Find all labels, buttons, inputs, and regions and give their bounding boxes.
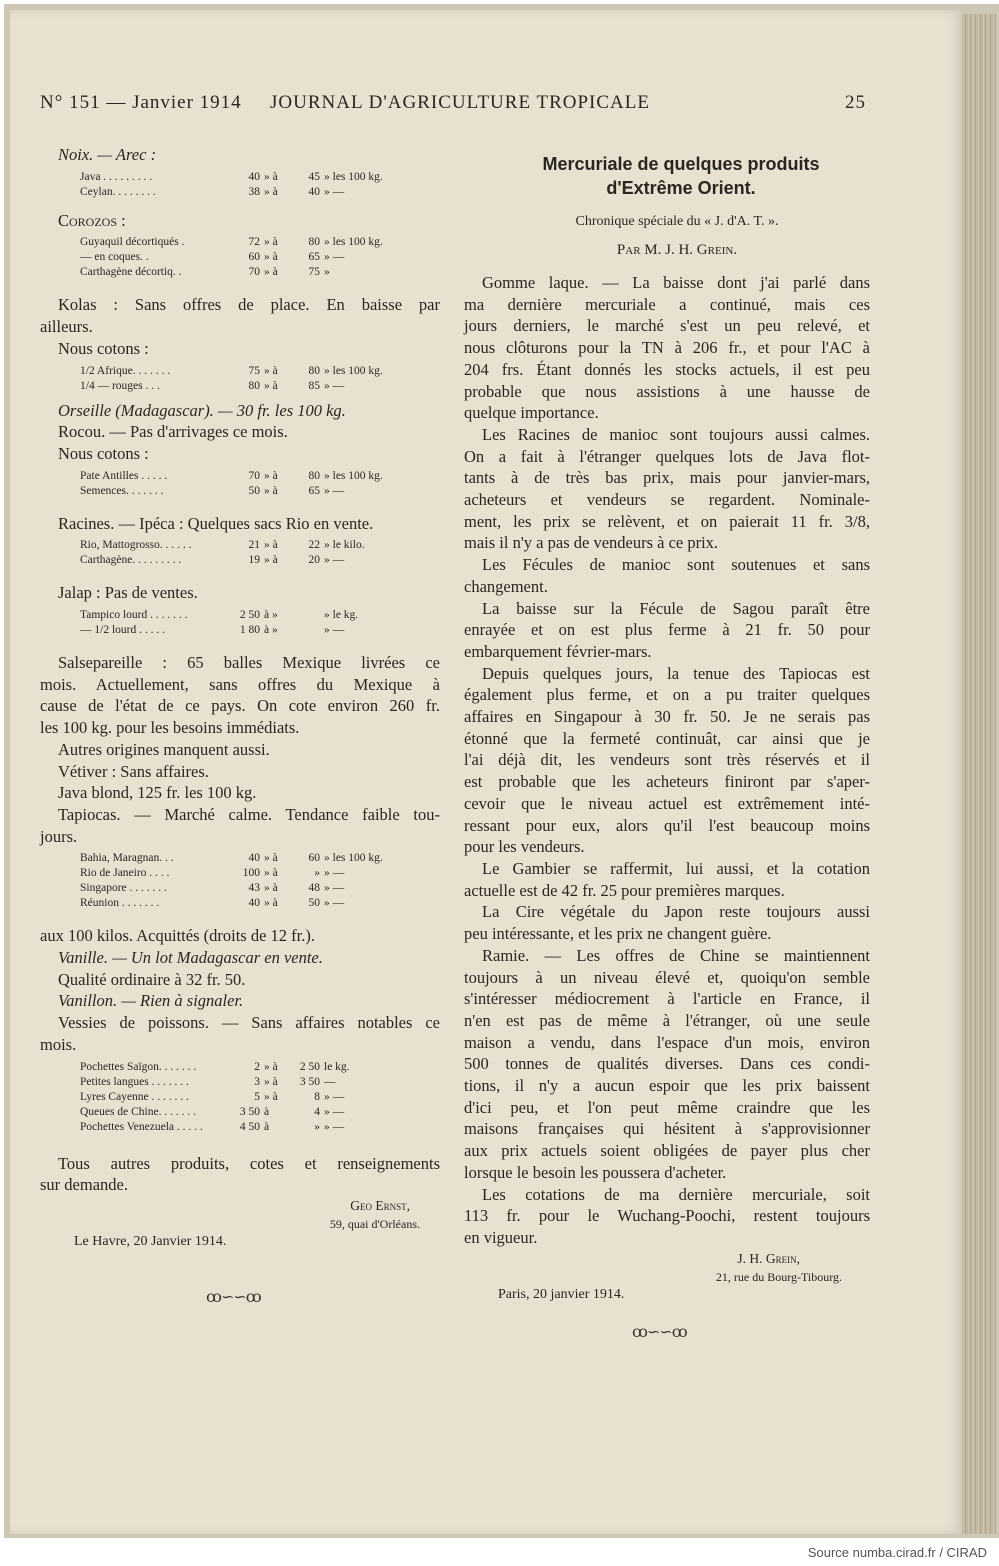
table-cell: 85 xyxy=(308,379,320,392)
table-cell: 65 xyxy=(308,484,320,497)
table-cell: » — xyxy=(324,185,345,198)
paragraph-line: Ramie. — Les offres de Chine se maintiennent xyxy=(482,945,870,965)
paragraph-line: également plus ferme, et on a pu traiter quelques xyxy=(464,685,870,705)
table-cell: Lyres Cayenne . . . . . . . xyxy=(80,1090,189,1103)
table-cell: » les 100 kg. xyxy=(324,364,383,377)
paragraph-line: Depuis quelques jours, la tenue des Tapiocas est xyxy=(482,663,870,683)
table-row xyxy=(80,881,420,896)
paragraph-line: Les Fécules de manioc sont soutenues et sans xyxy=(482,555,870,575)
table-cell: » xyxy=(314,867,320,880)
table-cell: » les 100 kg. xyxy=(324,170,383,183)
table-cell: Rio, Mattogrosso. . . . . . xyxy=(80,539,192,552)
table-row xyxy=(80,1060,420,1075)
table-cell: » à xyxy=(264,364,278,377)
table-cell: 3 50 xyxy=(239,1105,260,1118)
qualite-line: Qualité ordinaire à 32 fr. 50. xyxy=(58,969,246,989)
table-cell: — 1/2 lourd . . . . . xyxy=(80,624,165,637)
vanillon-line: Vanillon. — Rien à signaler. xyxy=(58,991,244,1011)
nous-cotons-label: Nous cotons : xyxy=(58,338,149,358)
corozos-table xyxy=(80,235,420,280)
kolas-paragraph: Kolas : Sans offres de place. En baisse par xyxy=(58,295,440,315)
para-fecules-paragraph xyxy=(464,554,870,597)
tous-autres-line: Tous autres produits, cotes et renseignements xyxy=(58,1153,440,1173)
tapiocas-line: Tapiocas. — Marché calme. Tendance faible tou- xyxy=(58,804,440,824)
table-row xyxy=(80,608,420,623)
table-cell: 40 xyxy=(248,852,260,865)
table-cell: » à xyxy=(264,469,278,482)
article-body xyxy=(464,272,870,1249)
table-row xyxy=(80,484,420,499)
table-cell: Réunion . . . . . . . xyxy=(80,897,160,910)
table-cell: » — xyxy=(324,624,345,637)
para-racines-paragraph xyxy=(464,424,870,554)
table-cell: 60 xyxy=(308,852,320,865)
corozos-heading: Corozos : xyxy=(58,210,126,230)
table-row xyxy=(80,1090,420,1105)
table-cell: » — xyxy=(324,1105,345,1118)
paragraph-line: peu intéressante, et les prix ne changent guère. xyxy=(464,924,772,944)
table-row xyxy=(80,235,420,250)
table-row xyxy=(80,469,420,484)
table-cell: Queues de Chine. . . . . . . xyxy=(80,1105,196,1118)
table-cell: » — xyxy=(324,484,345,497)
table-cell: » à xyxy=(264,236,278,249)
tous-autres-line-end: sur demande. xyxy=(40,1175,128,1195)
paragraph-line: ma dernière mercuriale a continué, mais ces xyxy=(464,294,870,314)
paragraph-line: 500 tonnes de qualités diverses. Dans ces condi- xyxy=(464,1054,870,1074)
paragraph-line: maisons françaises qui hésitent à s'approvisionner xyxy=(464,1119,870,1139)
table-row xyxy=(80,265,420,280)
paragraph-line: l'ai déjà dit, les vendeurs sont très réservés et il xyxy=(464,750,870,770)
table-cell: » à xyxy=(264,1090,278,1103)
table-cell: 43 xyxy=(248,882,260,895)
table-cell: Carthagène. . . . . . . . . xyxy=(80,554,182,567)
table-cell: 19 xyxy=(248,554,260,567)
paragraph-line: ressant pour eux, alors qu'il l'est beaucoup moins xyxy=(464,815,870,835)
paragraph-line: On a fait à l'étranger quelques lots de Java flot- xyxy=(464,446,870,466)
noix-table xyxy=(80,170,420,200)
table-row xyxy=(80,364,420,379)
paragraph-line: tants à de très bas prix, mais pour janvier-mars, xyxy=(464,468,870,488)
para-tapiocas-paragraph xyxy=(464,663,870,858)
kolas-table xyxy=(80,364,420,394)
table-cell: » les 100 kg. xyxy=(324,852,383,865)
table-row xyxy=(80,866,420,881)
racines-line: Racines. — Ipéca : Quelques sacs Rio en vente. xyxy=(58,513,374,533)
table-cell: » à xyxy=(264,170,278,183)
table-cell: » à xyxy=(264,852,278,865)
table-row xyxy=(80,1105,420,1120)
table-cell: » à xyxy=(264,484,278,497)
vessies-table xyxy=(80,1060,420,1135)
para-gomme-paragraph xyxy=(464,272,870,424)
table-row xyxy=(80,250,420,265)
table-cell: » — xyxy=(324,867,345,880)
page-number: 25 xyxy=(845,92,866,113)
table-row xyxy=(80,851,420,866)
table-cell: 75 xyxy=(248,364,260,377)
paragraph-line: acheteurs et vendeurs se regardent. Nominale- xyxy=(464,490,870,510)
table-cell: 38 xyxy=(248,185,260,198)
table-cell: » les 100 kg. xyxy=(324,236,383,249)
jalap-table xyxy=(80,608,420,638)
table-cell: » — xyxy=(324,882,345,895)
table-cell: Semences. . . . . . . xyxy=(80,484,164,497)
table-cell: à xyxy=(264,1105,270,1118)
table-cell: 72 xyxy=(248,236,260,249)
table-cell: 1/4 — rouges . . . xyxy=(80,379,160,392)
jalap-line: Jalap : Pas de ventes. xyxy=(58,583,198,603)
place-date: Le Havre, 20 Janvier 1914. xyxy=(74,1233,227,1249)
salse-line: les 100 kg. pour les besoins immédiats. xyxy=(40,718,300,738)
grein-place-date: Paris, 20 janvier 1914. xyxy=(498,1286,625,1302)
paragraph-line: probable que nous assistions à une hausse de xyxy=(464,381,870,401)
paragraph-line: Les Racines de manioc sont toujours aussi calmes. xyxy=(482,424,870,444)
table-cell: le kg. xyxy=(324,1060,350,1073)
table-cell: Rio de Janeiro . . . . xyxy=(80,867,170,880)
table-cell xyxy=(290,623,324,638)
vessies-line: Vessies de poissons. — Sans affaires notables ce xyxy=(58,1013,440,1033)
table-cell: » xyxy=(314,1120,320,1133)
article-author: Par M. J. H. Grein. xyxy=(616,242,738,258)
table-row xyxy=(80,170,420,185)
salse-line: cause de l'état de ce pays. On cote environ 260 fr. xyxy=(40,696,440,716)
para-cire-paragraph xyxy=(464,901,870,944)
table-row xyxy=(80,1120,420,1135)
table-cell: » les 100 kg. xyxy=(324,469,383,482)
table-cell: 2 50 xyxy=(299,1060,320,1073)
paragraph-line: Le Gambier se raffermit, lui aussi, et la cotation xyxy=(482,858,870,878)
table-cell: à xyxy=(264,1120,270,1133)
source-credit: Source numba.cirad.fr / CIRAD xyxy=(807,1545,987,1560)
table-row xyxy=(80,379,420,394)
table-cell: » à xyxy=(264,867,278,880)
table-cell: » le kg. xyxy=(324,609,359,622)
table-cell: Petites langues . . . . . . . xyxy=(80,1075,189,1088)
paragraph-line: s'intéresser médiocrement à l'article en France, il xyxy=(464,989,870,1009)
ornament-icon-2: ꝏ∽∽ꝏ xyxy=(632,1323,687,1341)
article-subtitle: Chronique spéciale du « J. d'A. T. ». xyxy=(575,214,779,229)
salse-line: mois. Actuellement, sans offres du Mexique à xyxy=(40,674,440,694)
table-cell: 1 80 xyxy=(239,624,260,637)
table-cell: » — xyxy=(324,251,345,264)
para-sagou-paragraph xyxy=(464,598,870,663)
table-cell: » à xyxy=(264,251,278,264)
kolas-paragraph-end: ailleurs. xyxy=(40,317,93,337)
table-cell: Pochettes Saïgon. . . . . . . xyxy=(80,1060,197,1073)
para-cotations-paragraph xyxy=(464,1184,870,1249)
vanille-line: Vanille. — Un lot Madagascar en vente. xyxy=(58,948,323,968)
paragraph-line: Gomme laque. — La baisse dont j'ai parlé dans xyxy=(482,273,870,292)
running-header xyxy=(40,92,866,120)
journal-title: JOURNAL D'AGRICULTURE TROPICALE xyxy=(270,92,650,113)
table-cell: » à xyxy=(264,554,278,567)
tapiocas-line-end: jours. xyxy=(40,826,78,846)
signature-address: 59, quai d'Orléans. xyxy=(329,1216,420,1231)
paragraph-line: aux prix actuels soient obligées de payer plus cher xyxy=(464,1141,870,1161)
table-cell: 4 xyxy=(314,1105,320,1118)
table-cell: 70 xyxy=(248,469,260,482)
java-blond-line: Java blond, 125 fr. les 100 kg. xyxy=(58,783,257,803)
para-gambier-paragraph xyxy=(464,858,870,901)
paragraph-line: toujours à un niveau élevé et, quoiqu'on semble xyxy=(464,967,870,987)
table-cell: 2 50 xyxy=(239,609,260,622)
salse-line: Salsepareille : 65 balles Mexique livrées ce xyxy=(58,653,440,673)
table-cell: » — xyxy=(324,897,345,910)
table-cell: » à xyxy=(264,539,278,552)
table-cell: 5 xyxy=(254,1090,260,1103)
table-cell: » le kilo. xyxy=(324,539,365,552)
table-row xyxy=(80,623,420,638)
table-cell: Carthagène décortiq. . xyxy=(80,266,182,279)
table-cell: — en coques. . xyxy=(80,251,149,264)
table-cell: 100 xyxy=(242,867,260,880)
paragraph-line: Les cotations de ma dernière mercuriale, soit xyxy=(482,1184,870,1204)
table-cell: » à xyxy=(264,1060,278,1073)
paragraph-line: pour les vendeurs. xyxy=(464,837,585,857)
page-edges xyxy=(962,14,996,1534)
nous-cotons-label-2: Nous cotons : xyxy=(58,443,149,463)
table-cell: 80 xyxy=(308,364,320,377)
table-row xyxy=(80,1075,420,1090)
table-row xyxy=(80,538,420,553)
table-cell: » — xyxy=(324,554,345,567)
orseille-line: Orseille (Madagascar). — 30 fr. les 100 kg. xyxy=(58,400,346,420)
paragraph-line: jours derniers, le marché s'est un peu relevé, et xyxy=(464,316,870,336)
table-cell: Java . . . . . . . . . xyxy=(80,170,153,183)
table-row xyxy=(80,185,420,200)
table-cell: 20 xyxy=(308,554,320,567)
table-cell: 80 xyxy=(308,236,320,249)
paragraph-line: changement. xyxy=(464,576,548,596)
table-cell: 21 xyxy=(248,539,260,552)
paragraph-line: quelque importance. xyxy=(464,403,599,423)
table-cell: » à xyxy=(264,185,278,198)
table-cell: 22 xyxy=(308,539,320,552)
paragraph-line: tions, il n'y a aucun espoir que les prix baissent xyxy=(464,1076,870,1096)
table-cell: » à xyxy=(264,1075,278,1088)
acquittes-line: aux 100 kilos. Acquittés (droits de 12 fr.). xyxy=(40,926,315,946)
table-cell: 50 xyxy=(248,484,260,497)
paragraph-line: actuelle est de 42 fr. 25 pour premières marques. xyxy=(464,880,785,900)
table-cell: 50 xyxy=(308,897,320,910)
table-cell: 70 xyxy=(248,266,260,279)
rocou-line: Rocou. — Pas d'arrivages ce mois. xyxy=(58,422,288,442)
table-row xyxy=(80,553,420,568)
table-cell: 75 xyxy=(308,266,320,279)
rocou-table xyxy=(80,469,420,499)
table-cell: 45 xyxy=(308,170,320,183)
paragraph-line: maison a vendu, dans l'espace d'un mois, environ xyxy=(464,1032,870,1052)
table-cell: 80 xyxy=(308,469,320,482)
table-cell: 65 xyxy=(308,251,320,264)
table-cell: 40 xyxy=(248,897,260,910)
paragraph-line: La baisse sur la Fécule de Sagou paraît être xyxy=(482,598,870,618)
paragraph-line: affaires en Singapour à 30 fr. 50. Je ne serais pas xyxy=(464,707,870,727)
table-row xyxy=(80,896,420,911)
vetiver-line: Vétiver : Sans affaires. xyxy=(58,761,209,781)
table-cell: Pate Antilles . . . . . xyxy=(80,469,168,482)
issue-label: N° 151 — Janvier 1914 xyxy=(40,92,242,113)
table-cell: 3 50 xyxy=(299,1075,320,1088)
table-cell xyxy=(290,608,324,623)
autres-origines: Autres origines manquent aussi. xyxy=(58,739,270,759)
paragraph-line: n'en est pas de même à l'étranger, où une seule xyxy=(464,1010,870,1030)
table-cell: » xyxy=(324,266,330,279)
table-cell: Singapore . . . . . . . xyxy=(80,882,167,895)
salsepareille-paragraph xyxy=(40,652,440,739)
paragraph-line: ment, les prix se relèvent, et on paierait 11 fr. 3/8, xyxy=(464,511,870,531)
table-cell: 2 xyxy=(254,1060,260,1073)
racines-table xyxy=(80,538,420,568)
vessies-line-end: mois. xyxy=(40,1034,77,1054)
right-column xyxy=(464,152,870,1342)
table-cell: » à xyxy=(264,882,278,895)
grein-address: 21, rue du Bourg-Tibourg. xyxy=(715,1269,842,1284)
table-cell: à » xyxy=(264,609,278,622)
paragraph-line: étonné que la fermeté continuât, car ainsi que je xyxy=(464,728,870,748)
table-cell: » — xyxy=(324,379,345,392)
para-ramie-paragraph xyxy=(464,945,870,1184)
table-cell: » à xyxy=(264,266,278,279)
table-cell: 8 xyxy=(314,1090,320,1103)
table-cell: Guyaquil décortiqués . xyxy=(80,236,185,249)
tapiocas-table xyxy=(80,851,420,911)
table-cell: » à xyxy=(264,897,278,910)
ornament-icon: ꝏ∽∽ꝏ xyxy=(206,1288,261,1306)
table-cell: 4 50 xyxy=(239,1120,260,1133)
grein-signature: J. H. Grein, xyxy=(737,1250,800,1266)
paragraph-line: lorsque le besoin les poussera d'acheter. xyxy=(464,1162,727,1182)
table-cell: Ceylan. . . . . . . . xyxy=(80,185,156,198)
paragraph-line: 204 frs. Étant donnés les stocks actuels, il est peu xyxy=(464,359,870,379)
left-column xyxy=(40,144,440,1307)
table-cell: 48 xyxy=(308,882,320,895)
paragraph-line: enrayée et on est plus ferme à 21 fr. 50 pour xyxy=(464,620,870,640)
article-title-2: d'Extrême Orient. xyxy=(606,178,756,198)
table-cell: » à xyxy=(264,379,278,392)
paragraph-line: 113 fr. pour le Wuchang-Poochi, restent toujours xyxy=(464,1206,870,1226)
table-cell: 40 xyxy=(248,170,260,183)
table-cell: Pochettes Venezuela . . . . . xyxy=(80,1120,203,1133)
paragraph-line: La Cire végétale du Japon reste toujours aussi xyxy=(482,902,870,922)
article-title: Mercuriale de quelques produits xyxy=(542,154,820,174)
table-cell: » — xyxy=(324,1120,345,1133)
noix-heading: Noix. — Arec : xyxy=(58,145,157,164)
table-cell: — xyxy=(324,1075,336,1088)
paragraph-line: est probable que les acheteurs finiront par s'aper- xyxy=(464,772,870,792)
paragraph-line: nous clôturons pour la TN à 206 fr., et pour l'AC à xyxy=(464,338,870,358)
table-cell: » — xyxy=(324,1090,345,1103)
table-cell: 80 xyxy=(248,379,260,392)
paragraph-line: d'ici peu, et l'on peut même craindre que les xyxy=(464,1097,870,1117)
signature-name: Geo Ernst, xyxy=(350,1197,410,1213)
table-cell: 3 xyxy=(254,1075,260,1088)
table-cell: 40 xyxy=(308,185,320,198)
paragraph-line: embarquement février-mars. xyxy=(464,641,652,661)
paragraph-line: cevoir que le niveau actuel est extrêmement inté- xyxy=(464,793,870,813)
table-cell: à » xyxy=(264,624,278,637)
table-cell: 1/2 Afrique. . . . . . . xyxy=(80,364,171,377)
table-cell: 60 xyxy=(248,251,260,264)
paragraph-line: mais il n'y a pas de vendeurs à ce prix. xyxy=(464,533,719,553)
table-cell: Bahia, Maragnan. . . xyxy=(80,852,174,865)
paragraph-line: en vigueur. xyxy=(464,1227,538,1247)
table-cell: Tampico lourd . . . . . . . xyxy=(80,609,188,622)
